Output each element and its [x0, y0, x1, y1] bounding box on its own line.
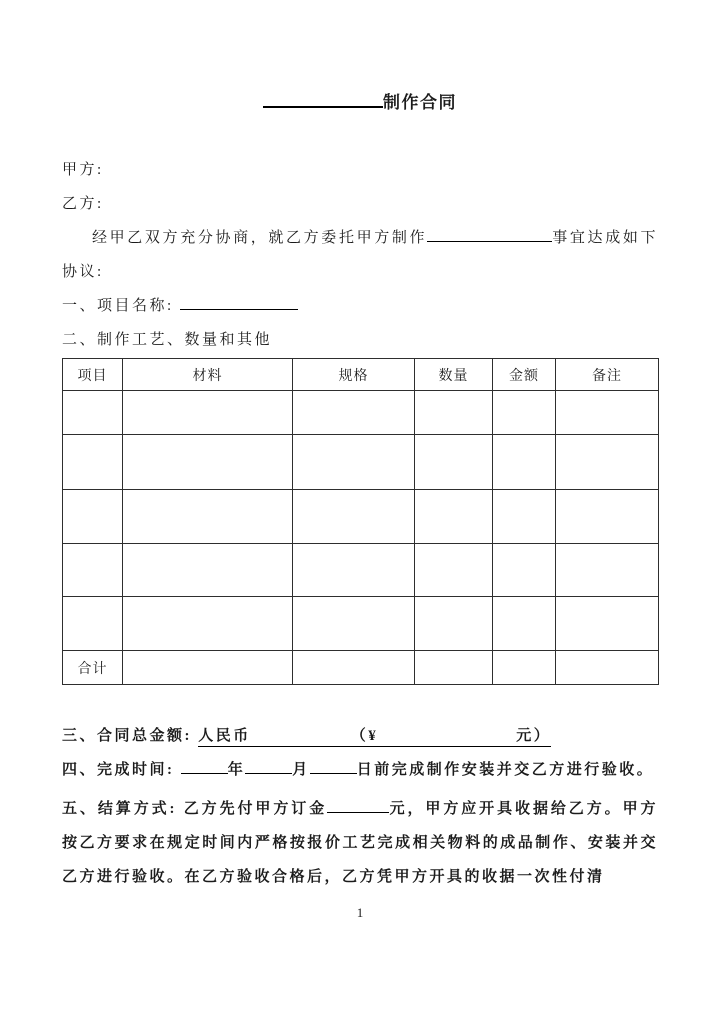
empty-cell	[123, 490, 293, 544]
empty-cell	[63, 544, 123, 597]
empty-cell	[123, 435, 293, 490]
empty-cell	[293, 544, 415, 597]
project-name-line	[62, 289, 658, 323]
empty-cell	[556, 651, 659, 685]
header-remark: 备注	[556, 359, 659, 391]
party-a-line	[62, 153, 658, 187]
empty-cell	[123, 651, 293, 685]
empty-cell	[293, 490, 415, 544]
settlement-text-after: 元，甲方应开具收据给乙方。甲方按乙方要求在规定时间内严格按报价工艺完成相关物料的成品制作、安装并交乙方进行验收。在乙方验收合格后，乙方凭甲方开具的收据一次性付清	[62, 801, 659, 885]
project-name-blank	[180, 294, 298, 310]
intro-text-after: 事宜达成如下协议:	[62, 230, 658, 280]
empty-cell	[556, 490, 659, 544]
intro-blank-line	[427, 226, 552, 242]
header-quantity: 数量	[415, 359, 493, 391]
completion-time-label: 四、完成时间:	[62, 762, 175, 778]
empty-cell	[493, 490, 556, 544]
empty-cell	[493, 651, 556, 685]
empty-cell	[415, 597, 493, 651]
empty-cell	[493, 544, 556, 597]
paren-yuan-close: 元）	[516, 728, 552, 744]
completion-time-paragraph	[62, 753, 658, 787]
empty-cell	[293, 597, 415, 651]
contract-title-row	[62, 0, 658, 118]
empty-cell	[493, 597, 556, 651]
amount-underline-group	[198, 728, 551, 747]
empty-cell	[556, 435, 659, 490]
table-empty-row	[63, 490, 659, 544]
intro-text-before: 经甲乙双方充分协商，就乙方委托甲方制作	[92, 230, 428, 246]
table-total-row	[63, 651, 659, 685]
empty-cell	[415, 544, 493, 597]
empty-cell	[415, 435, 493, 490]
title-blank-line	[263, 89, 383, 108]
settlement-text-before: 乙方先付甲方订金	[183, 801, 328, 817]
month-blank	[245, 758, 292, 774]
empty-cell	[293, 391, 415, 435]
empty-cell	[293, 651, 415, 685]
empty-cell	[123, 391, 293, 435]
table-empty-row	[63, 391, 659, 435]
contract-amount-label: 三、合同总金额:	[62, 728, 192, 744]
year-char: 年	[227, 762, 246, 778]
table-empty-row	[63, 435, 659, 490]
year-blank	[181, 758, 228, 774]
month-char: 月	[292, 762, 310, 778]
amount-blank	[251, 739, 351, 740]
total-label: 合计	[63, 651, 123, 685]
table-empty-row	[63, 597, 659, 651]
empty-cell	[63, 435, 123, 490]
empty-cell	[556, 391, 659, 435]
header-item: 项目	[63, 359, 123, 391]
page-number: 1	[356, 905, 364, 920]
completion-time-text: 日前完成制作安装并交乙方进行验收。	[356, 762, 655, 778]
empty-cell	[556, 597, 659, 651]
table-empty-row	[63, 544, 659, 597]
contract-title: 制作合同	[383, 93, 457, 112]
empty-cell	[493, 435, 556, 490]
empty-cell	[415, 651, 493, 685]
party-b-line	[62, 187, 658, 221]
day-blank	[310, 758, 357, 774]
header-material: 材料	[123, 359, 293, 391]
header-spec: 规格	[293, 359, 415, 391]
currency-text: 人民币	[198, 728, 251, 744]
project-name-label: 一、项目名称:	[62, 298, 174, 314]
settlement-label: 五、结算方式:	[62, 801, 178, 817]
deposit-blank	[327, 797, 389, 813]
empty-cell	[123, 544, 293, 597]
table-header-row	[63, 359, 659, 391]
items-table	[62, 358, 659, 685]
intro-paragraph	[62, 221, 658, 289]
empty-cell	[415, 391, 493, 435]
paren-yuan-open: （¥	[350, 728, 379, 744]
empty-cell	[556, 544, 659, 597]
empty-cell	[493, 391, 556, 435]
empty-cell	[63, 391, 123, 435]
empty-cell	[415, 490, 493, 544]
party-b-label: 乙方:	[62, 196, 104, 212]
settlement-paragraph	[62, 792, 658, 894]
party-a-label: 甲方:	[62, 162, 104, 178]
empty-cell	[123, 597, 293, 651]
header-amount: 金额	[493, 359, 556, 391]
empty-cell	[63, 490, 123, 544]
empty-cell	[293, 435, 415, 490]
yuan-amount-blank	[378, 739, 516, 740]
craft-quantity-label: 二、制作工艺、数量和其他	[62, 332, 273, 348]
contract-amount-line	[62, 719, 658, 753]
craft-quantity-line	[62, 323, 658, 357]
empty-cell	[63, 597, 123, 651]
